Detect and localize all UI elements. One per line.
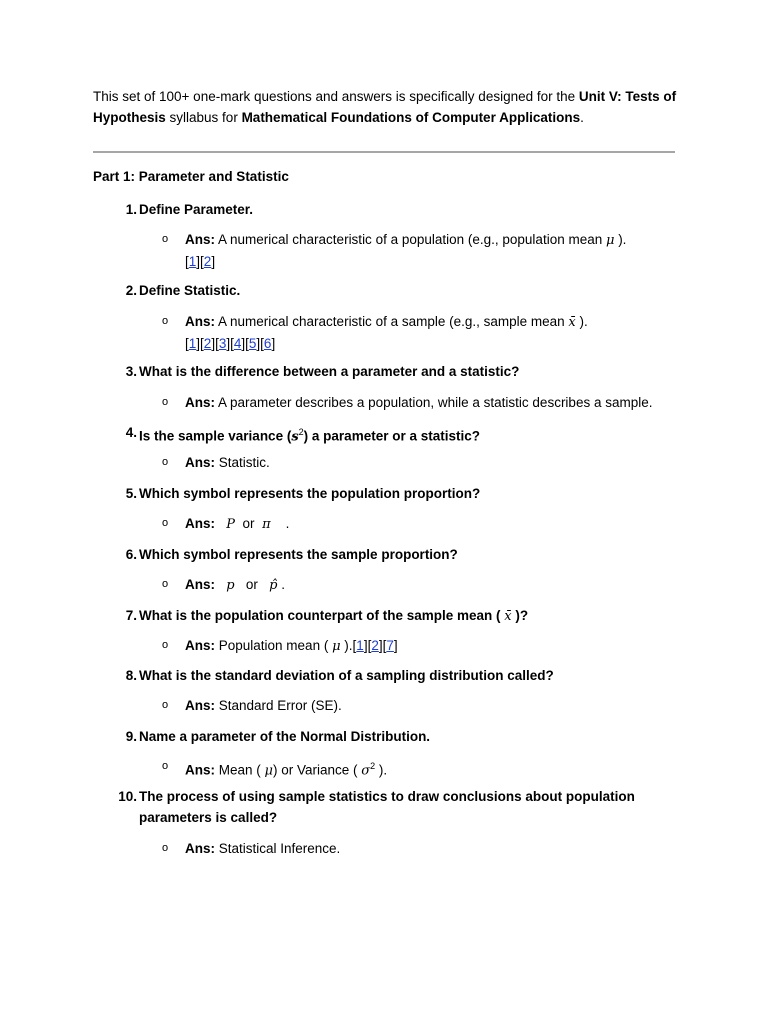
math-superscript: 2 xyxy=(298,427,304,437)
question-text: )? xyxy=(511,608,529,623)
bullet-icon: o xyxy=(162,315,169,327)
answer-6 xyxy=(162,574,685,596)
answer-text: Mean ( xyxy=(215,762,265,778)
answer-10 xyxy=(162,838,685,859)
question-number: 10. xyxy=(118,789,137,804)
bullet-icon: o xyxy=(162,456,169,468)
question-text: The process of using sample statistics to draw conclusions about population parameters is called? xyxy=(139,789,635,825)
intro-text: syllabus for xyxy=(165,110,242,125)
math-symbol: p̂ xyxy=(269,578,278,593)
question-text: Is the sample variance ( xyxy=(139,428,292,444)
answer-text: A numerical characteristic of a sample (e.g., sample mean xyxy=(215,314,569,329)
answer-1 xyxy=(162,229,685,272)
answer-label: Ans: xyxy=(185,516,215,531)
answer-4 xyxy=(162,452,685,473)
answer-text: or xyxy=(245,577,258,592)
answer-8 xyxy=(162,695,685,716)
question-number: 8. xyxy=(125,668,137,683)
question-number: 4. xyxy=(125,425,137,440)
intro-paragraph xyxy=(93,86,683,128)
bullet-icon: o xyxy=(162,842,169,854)
intro-text: This set of 100+ one-mark questions and answers is specifically designed for the xyxy=(93,89,579,104)
question-text: What is the difference between a parameter and a statistic? xyxy=(139,364,520,379)
question-number: 5. xyxy=(125,486,137,501)
question-8 xyxy=(125,665,679,686)
question-1 xyxy=(125,199,679,220)
answer-text: . xyxy=(285,516,290,531)
answer-label: Ans: xyxy=(185,455,215,470)
question-3 xyxy=(125,361,679,382)
question-text: What is the standard deviation of a sampling distribution called? xyxy=(139,668,554,683)
intro-period: . xyxy=(580,110,584,125)
citation-link[interactable]: 6 xyxy=(263,336,272,351)
question-text: What is the population counterpart of the sample mean ( xyxy=(139,608,505,623)
answer-2 xyxy=(162,311,685,354)
citation-refs: [1][2] xyxy=(185,254,216,269)
math-symbol: x̄ xyxy=(504,609,512,624)
answer-text: ) or Variance ( xyxy=(272,762,362,778)
answer-3 xyxy=(162,392,685,413)
question-number: 7. xyxy=(125,608,137,623)
question-text: Define Statistic. xyxy=(139,283,241,298)
answer-text: Population mean ( xyxy=(215,638,333,653)
math-symbol: p xyxy=(226,578,235,593)
bullet-icon: o xyxy=(162,233,169,245)
math-symbol: σ xyxy=(361,763,371,779)
citation-link[interactable]: 3 xyxy=(218,336,227,351)
math-symbol: P xyxy=(226,517,236,532)
answer-text: Statistic. xyxy=(215,455,270,470)
math-symbol: μ xyxy=(605,233,615,248)
answer-label: Ans: xyxy=(185,698,215,713)
question-7 xyxy=(125,605,679,627)
citation-refs: [1][2][3][4][5][6] xyxy=(185,336,276,351)
question-number: 6. xyxy=(125,547,137,562)
answer-text: . xyxy=(281,577,285,592)
intro-course-title: Mathematical Foundations of Computer Applications xyxy=(241,110,581,125)
question-text: Which symbol represents the sample proportion? xyxy=(139,547,458,562)
question-text: Define Parameter. xyxy=(139,202,254,217)
question-text: ) a parameter or a statistic? xyxy=(303,428,480,444)
answer-5 xyxy=(162,513,685,535)
math-symbol: μ xyxy=(264,763,273,779)
question-text: Which symbol represents the population proportion? xyxy=(139,486,481,501)
intro-unit-title: Unit V: Tests of Hypothesis xyxy=(93,89,677,125)
bullet-icon: o xyxy=(162,396,169,408)
question-text: Name a parameter of the Normal Distribution. xyxy=(139,729,431,744)
math-symbol: μ xyxy=(332,639,341,654)
question-10 xyxy=(118,786,679,828)
citation-link[interactable]: 2 xyxy=(371,638,379,653)
bullet-icon: o xyxy=(162,760,169,772)
horizontal-rule xyxy=(93,151,675,153)
answer-label: Ans: xyxy=(185,232,215,247)
question-5 xyxy=(125,483,679,504)
answer-text: Statistical Inference. xyxy=(215,841,341,856)
bullet-icon: o xyxy=(162,578,169,590)
bullet-icon: o xyxy=(162,699,169,711)
math-superscript: 2 xyxy=(370,761,376,771)
citation-link[interactable]: 2 xyxy=(203,336,212,351)
bullet-icon: o xyxy=(162,517,169,529)
answer-text: A parameter describes a population, while a statistic describes a sample. xyxy=(215,395,653,410)
answer-label: Ans: xyxy=(185,841,215,856)
math-symbol: x̄ xyxy=(568,315,576,330)
answer-label: Ans: xyxy=(185,314,215,329)
answer-label: Ans: xyxy=(185,762,215,778)
citation-link[interactable]: 1 xyxy=(356,638,364,653)
answer-7 xyxy=(162,635,685,657)
answer-label: Ans: xyxy=(185,395,215,410)
math-symbol: π xyxy=(262,517,271,532)
answer-label: Ans: xyxy=(185,577,215,592)
answer-text: A numerical characteristic of a population (e.g., population mean xyxy=(215,232,606,247)
citation-link[interactable]: 2 xyxy=(203,254,212,269)
question-number: 2. xyxy=(125,283,137,298)
answer-text: Standard Error (SE). xyxy=(215,698,342,713)
question-4 xyxy=(125,422,679,448)
question-number: 9. xyxy=(125,729,137,744)
answer-text: or xyxy=(242,516,255,531)
answer-text: ). xyxy=(375,762,388,778)
math-symbol: s xyxy=(291,429,299,445)
citation-link[interactable]: 7 xyxy=(386,638,394,653)
question-2 xyxy=(125,280,679,301)
citation-link[interactable]: 1 xyxy=(188,336,197,351)
citation-link[interactable]: 5 xyxy=(248,336,257,351)
question-9 xyxy=(125,726,679,747)
answer-text: ). xyxy=(575,314,588,329)
citation-refs: [1][2][7] xyxy=(352,638,398,653)
bullet-icon: o xyxy=(162,639,169,651)
citation-link[interactable]: 4 xyxy=(233,336,242,351)
citation-link[interactable]: 1 xyxy=(188,254,197,269)
question-number: 1. xyxy=(125,202,137,217)
question-number: 3. xyxy=(125,364,137,379)
question-6 xyxy=(125,544,679,565)
answer-text: ). xyxy=(614,232,627,247)
answer-text: ). xyxy=(340,638,353,653)
answer-label: Ans: xyxy=(185,638,215,653)
answer-9 xyxy=(162,756,685,782)
part-title: Part 1: Parameter and Statistic xyxy=(93,169,289,184)
